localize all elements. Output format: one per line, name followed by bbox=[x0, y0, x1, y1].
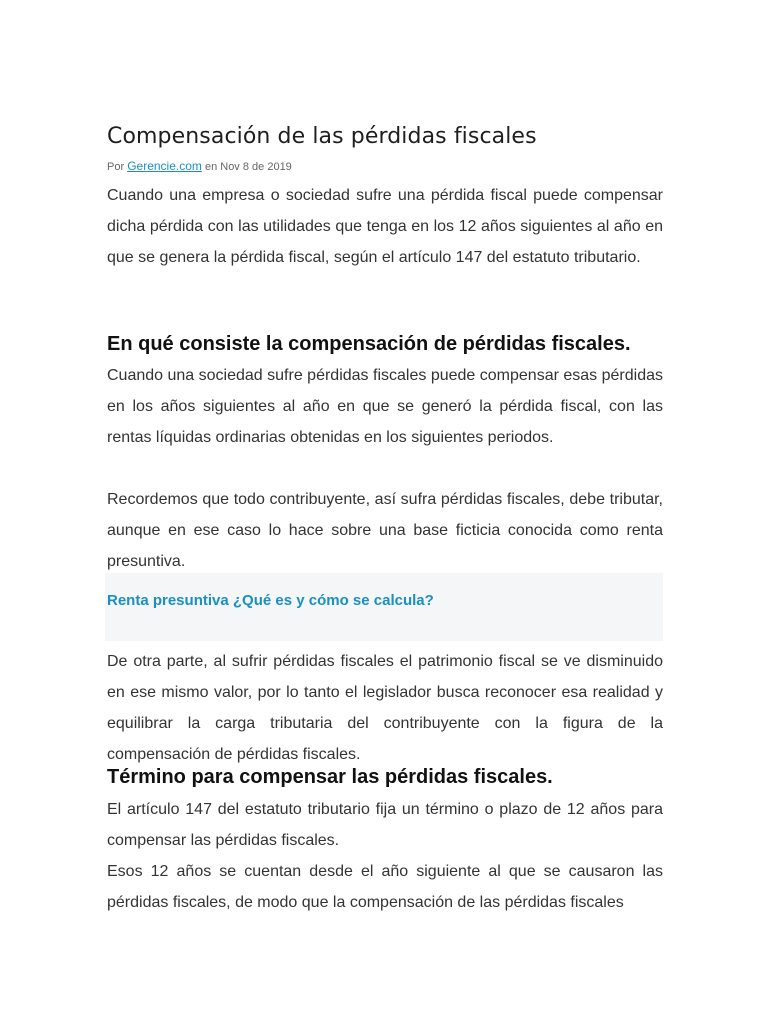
related-link-box bbox=[105, 573, 663, 641]
paragraph-termino-1: El artículo 147 del estatuto tributario fija un término o plazo de 12 años para compensar las pérdidas fiscales. bbox=[107, 801, 663, 849]
byline bbox=[107, 158, 292, 175]
article-title: Compensación de las pérdidas fiscales bbox=[107, 124, 537, 149]
paragraph-consiste-1: Cuando una sociedad sufre pérdidas fiscales puede compensar esas pérdidas en los años siguientes al año en que se generó la pérdida fiscal, con las rentas líquidas ordinarias obtenidas en los siguientes periodos. bbox=[107, 367, 663, 446]
section-heading-termino: Término para compensar las pérdidas fiscales. bbox=[107, 766, 553, 788]
section-heading-consiste: En qué consiste la compensación de pérdidas fiscales. bbox=[107, 333, 631, 355]
paragraph-consiste-3: De otra parte, al sufrir pérdidas fiscales el patrimonio fiscal se ve disminuido en ese mismo valor, por lo tanto el legislador busca reconocer esa realidad y equilibrar la carga tributaria del contribuyente con la figura de la compensación de pérdidas fiscales. bbox=[107, 653, 663, 763]
author-link[interactable]: Gerencie.com bbox=[127, 159, 202, 173]
paragraph-termino-2: Esos 12 años se cuentan desde el año siguiente al que se causaron las pérdidas fiscales, de modo que la compensación de las pérdidas fiscales bbox=[107, 863, 663, 911]
byline-prefix: Por bbox=[107, 161, 125, 173]
related-link-renta-presuntiva[interactable]: Renta presuntiva ¿Qué es y cómo se calcula? bbox=[107, 592, 434, 609]
paragraph-consiste-2: Recordemos que todo contribuyente, así sufra pérdidas fiscales, debe tributar, aunque en ese caso lo hace sobre una base ficticia conocida como renta presuntiva. bbox=[107, 491, 663, 570]
byline-date: en Nov 8 de 2019 bbox=[204, 161, 292, 173]
intro-paragraph: Cuando una empresa o sociedad sufre una pérdida fiscal puede compensar dicha pérdida con las utilidades que tenga en los 12 años siguientes al año en que se genera la pérdida fiscal, según el artículo 147 del estatuto tributario. bbox=[107, 187, 663, 266]
